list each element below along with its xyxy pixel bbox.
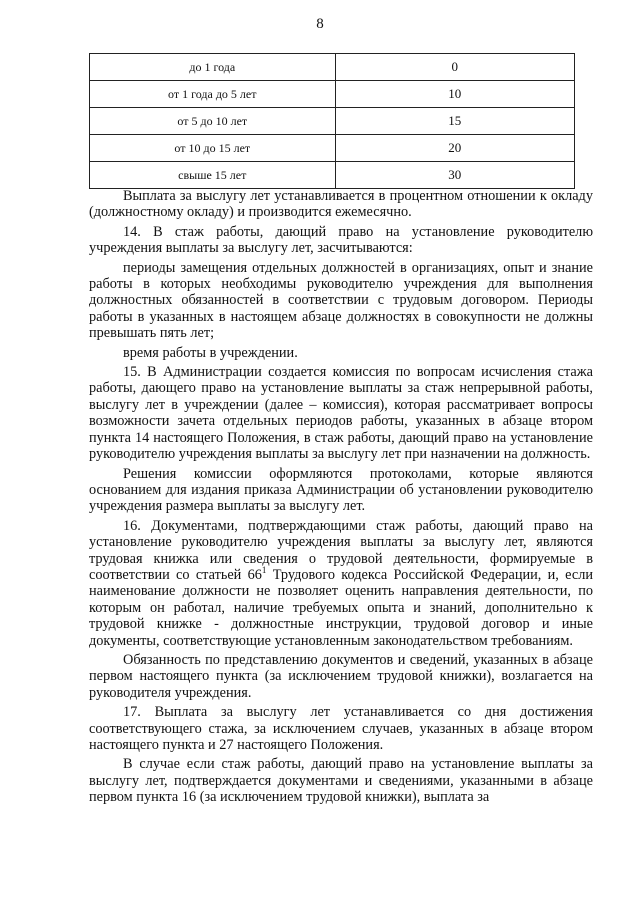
table-cell-percent: 30 <box>335 162 574 189</box>
table-row <box>90 81 575 108</box>
paragraph-15: 15. В Администрации создается комиссия по вопросам исчисления стажа работы, дающего право на установление выплаты за стаж непрерывной работы, выслугу лет в учреждении (далее – комиссия), которая рассматривает вопросы возможности зачета отдельных периодов работы, указанных в абзаце втором пункта 14 настоящего Положения, в стаж работы, дающий право на установление руководителю учреждения выплаты за выслугу лет при назначении на должность. <box>89 364 593 463</box>
table-cell-percent: 0 <box>335 54 574 81</box>
document-body <box>89 188 593 806</box>
paragraph-16 <box>89 518 593 649</box>
paragraph-17: 17. Выплата за выслугу лет устанавливается со дня достижения соответствующего стажа, за исключением случаев, указанных в абзаце втором настоящего пункта и 27 настоящего Положения. <box>89 704 593 753</box>
table-cell-period: свыше 15 лет <box>90 162 336 189</box>
paragraph-14-work-time: время работы в учреждении. <box>123 344 298 361</box>
paragraph-salary-percent: Выплата за выслугу лет устанавливается в процентном отношении к окладу (должностному окладу) и производится ежемесячно. <box>89 188 593 221</box>
table-cell-period: от 10 до 15 лет <box>90 135 336 162</box>
paragraph-15-decisions: Решения комиссии оформляются протоколами, которые являются основанием для издания приказа Администрации об установлении руководителю учреждения размера выплаты за выслугу лет. <box>89 465 593 515</box>
seniority-table <box>89 53 575 189</box>
paragraph-17-case: В случае если стаж работы, дающий право на установление выплаты за выслугу лет, подтверждается документами и сведениями, указанными в абзаце первом пункта 16 (за исключением трудовой книжки), выплата за <box>89 756 593 806</box>
table-cell-period: от 1 года до 5 лет <box>90 81 336 108</box>
table-cell-percent: 15 <box>335 108 574 135</box>
article-superscript: 1 <box>261 565 267 576</box>
table-cell-period: от 5 до 10 лет <box>90 108 336 135</box>
page-number: 8 <box>316 16 324 32</box>
paragraph-14: 14. В стаж работы, дающий право на установление руководителю учреждения выплаты за выслугу лет, засчитываются: <box>89 223 593 257</box>
paragraph-14-periods: периоды замещения отдельных должностей в организациях, опыт и знание работы в которых необходимы руководителю учреждения для выполнения должностных обязанностей в соответствии с трудовым договором. Периоды работы в указанных в настоящем абзаце должностях в совокупности не должны превышать пять лет; <box>89 259 593 342</box>
paragraph-16-end: Трудового кодекса Российской Федерации, и, если наименование должности не позволяет оценить направления деятельности, по которым он работал, наличие требуемых опыта и знаний, дополнительно к трудовой книжке - должностные инструкции, трудовой договор и иные документы, соответствующие установленным законодательством требованиям. <box>89 566 593 649</box>
table-row <box>90 162 575 189</box>
table-cell-percent: 10 <box>335 81 574 108</box>
table-row <box>90 135 575 162</box>
paragraph-16-duty: Обязанность по представлению документов и сведений, указанных в абзаце первом настоящего пункта (за исключением трудовой книжки), возлагается на руководителя учреждения. <box>89 651 593 701</box>
table-cell-period: до 1 года <box>90 54 336 81</box>
paragraph-16-start: 16. Документами, подтверждающими стаж работы, дающий право на установление руководителю учреждения выплаты за выслугу лет, являются трудовая книжка или сведения о трудовой деятельности, формируемые в соответствии со статьей 66 <box>89 517 593 583</box>
table-cell-percent: 20 <box>335 135 574 162</box>
table-row <box>90 54 575 81</box>
table-row <box>90 108 575 135</box>
